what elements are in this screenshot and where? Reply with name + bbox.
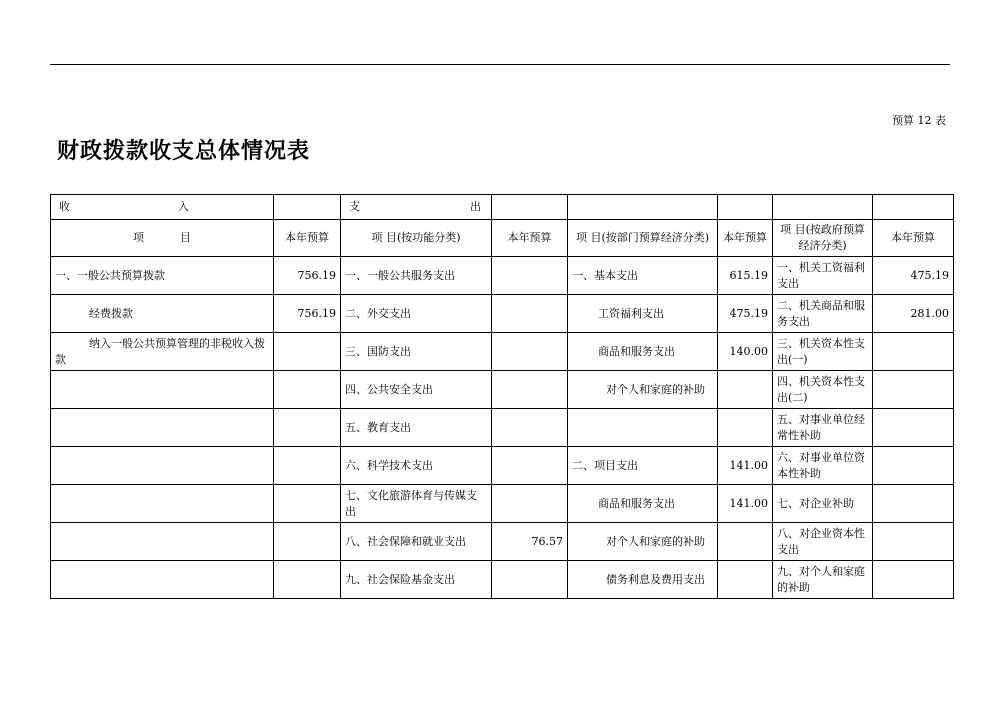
func-amount bbox=[492, 257, 568, 295]
income-item: 纳入一般公共预算管理的非税收入拨款 bbox=[51, 333, 274, 371]
func-amount bbox=[492, 409, 568, 447]
expense-group-label-a: 支 bbox=[349, 200, 360, 214]
func-item: 九、社会保险基金支出 bbox=[341, 561, 492, 599]
gov-item: 七、对企业补助 bbox=[773, 485, 873, 523]
gov-item: 六、对事业单位资本性补助 bbox=[773, 447, 873, 485]
gov-amount bbox=[873, 523, 954, 561]
dept-item: 债务利息及费用支出 bbox=[568, 561, 718, 599]
table-row bbox=[51, 523, 954, 561]
func-item: 三、国防支出 bbox=[341, 333, 492, 371]
income-amount bbox=[274, 409, 341, 447]
func-item: 八、社会保障和就业支出 bbox=[341, 523, 492, 561]
dept-amount: 140.00 bbox=[718, 333, 773, 371]
dept-amount bbox=[718, 371, 773, 409]
gov-item: 一、机关工资福利支出 bbox=[773, 257, 873, 295]
expense-group-header bbox=[341, 195, 492, 220]
dept-amount bbox=[718, 561, 773, 599]
income-item-header bbox=[51, 220, 274, 257]
gov-amount bbox=[873, 485, 954, 523]
func-item: 一、一般公共服务支出 bbox=[341, 257, 492, 295]
dept-budget-header: 本年预算 bbox=[718, 220, 773, 257]
group-header-row bbox=[51, 195, 954, 220]
empty-cell bbox=[568, 195, 718, 220]
empty-cell bbox=[773, 195, 873, 220]
income-amount bbox=[274, 561, 341, 599]
income-item bbox=[51, 523, 274, 561]
empty-cell bbox=[718, 195, 773, 220]
income-amount bbox=[274, 523, 341, 561]
dept-item: 商品和服务支出 bbox=[568, 333, 718, 371]
income-budget-header: 本年预算 bbox=[274, 220, 341, 257]
func-budget-header: 本年预算 bbox=[492, 220, 568, 257]
gov-amount: 281.00 bbox=[873, 295, 954, 333]
func-item: 五、教育支出 bbox=[341, 409, 492, 447]
gov-item: 九、对个人和家庭的补助 bbox=[773, 561, 873, 599]
gov-amount bbox=[873, 333, 954, 371]
income-amount: 756.19 bbox=[274, 295, 341, 333]
gov-item-header: 项 目(按政府预算经济分类) bbox=[773, 220, 873, 257]
gov-amount bbox=[873, 561, 954, 599]
func-item: 二、外交支出 bbox=[341, 295, 492, 333]
dept-item: 对个人和家庭的补助 bbox=[568, 523, 718, 561]
dept-item: 对个人和家庭的补助 bbox=[568, 371, 718, 409]
income-amount bbox=[274, 485, 341, 523]
func-amount bbox=[492, 333, 568, 371]
func-amount bbox=[492, 371, 568, 409]
income-item: 一、一般公共预算拨款 bbox=[51, 257, 274, 295]
func-amount bbox=[492, 447, 568, 485]
dept-item bbox=[568, 409, 718, 447]
income-item: 经费拨款 bbox=[51, 295, 274, 333]
income-item bbox=[51, 409, 274, 447]
func-amount bbox=[492, 485, 568, 523]
table-row bbox=[51, 485, 954, 523]
dept-item: 一、基本支出 bbox=[568, 257, 718, 295]
gov-amount bbox=[873, 371, 954, 409]
dept-item: 商品和服务支出 bbox=[568, 485, 718, 523]
table-row bbox=[51, 447, 954, 485]
empty-cell bbox=[492, 195, 568, 220]
gov-amount: 475.19 bbox=[873, 257, 954, 295]
gov-item: 八、对企业资本性支出 bbox=[773, 523, 873, 561]
table-row bbox=[51, 257, 954, 295]
income-item bbox=[51, 561, 274, 599]
item-header-label-b: 目 bbox=[180, 231, 191, 245]
budget-table bbox=[50, 194, 954, 599]
gov-item: 四、机关资本性支出(二) bbox=[773, 371, 873, 409]
form-number: 预算 12 表 bbox=[892, 114, 946, 127]
func-item-header: 项 目(按功能分类) bbox=[341, 220, 492, 257]
dept-amount bbox=[718, 523, 773, 561]
income-amount: 756.19 bbox=[274, 257, 341, 295]
income-amount bbox=[274, 447, 341, 485]
gov-item: 五、对事业单位经常性补助 bbox=[773, 409, 873, 447]
top-rule bbox=[50, 64, 950, 65]
table-row bbox=[51, 561, 954, 599]
dept-amount bbox=[718, 409, 773, 447]
dept-item-header: 项 目(按部门预算经济分类) bbox=[568, 220, 718, 257]
income-group-header bbox=[51, 195, 274, 220]
column-header-row bbox=[51, 220, 954, 257]
dept-amount: 141.00 bbox=[718, 485, 773, 523]
dept-item: 工资福利支出 bbox=[568, 295, 718, 333]
dept-item: 二、项目支出 bbox=[568, 447, 718, 485]
func-item: 四、公共安全支出 bbox=[341, 371, 492, 409]
gov-item: 三、机关资本性支出(一) bbox=[773, 333, 873, 371]
expense-group-label-b: 出 bbox=[470, 200, 481, 214]
dept-amount: 615.19 bbox=[718, 257, 773, 295]
empty-cell bbox=[274, 195, 341, 220]
income-amount bbox=[274, 371, 341, 409]
table-row bbox=[51, 409, 954, 447]
income-group-label-b: 入 bbox=[178, 200, 189, 214]
income-item bbox=[51, 371, 274, 409]
gov-budget-header: 本年预算 bbox=[873, 220, 954, 257]
income-group-label-a: 收 bbox=[59, 200, 70, 214]
income-amount bbox=[274, 333, 341, 371]
func-amount bbox=[492, 295, 568, 333]
table-row bbox=[51, 333, 954, 371]
table-row bbox=[51, 371, 954, 409]
func-amount bbox=[492, 561, 568, 599]
func-item: 七、文化旅游体育与传媒支出 bbox=[341, 485, 492, 523]
empty-cell bbox=[873, 195, 954, 220]
dept-amount: 141.00 bbox=[718, 447, 773, 485]
item-header-label-a: 项 bbox=[133, 231, 144, 245]
income-item bbox=[51, 485, 274, 523]
income-item bbox=[51, 447, 274, 485]
gov-amount bbox=[873, 409, 954, 447]
dept-amount: 475.19 bbox=[718, 295, 773, 333]
gov-item: 二、机关商品和服务支出 bbox=[773, 295, 873, 333]
page-title: 财政拨款收支总体情况表 bbox=[57, 139, 311, 164]
gov-amount bbox=[873, 447, 954, 485]
func-amount: 76.57 bbox=[492, 523, 568, 561]
func-item: 六、科学技术支出 bbox=[341, 447, 492, 485]
table-row bbox=[51, 295, 954, 333]
